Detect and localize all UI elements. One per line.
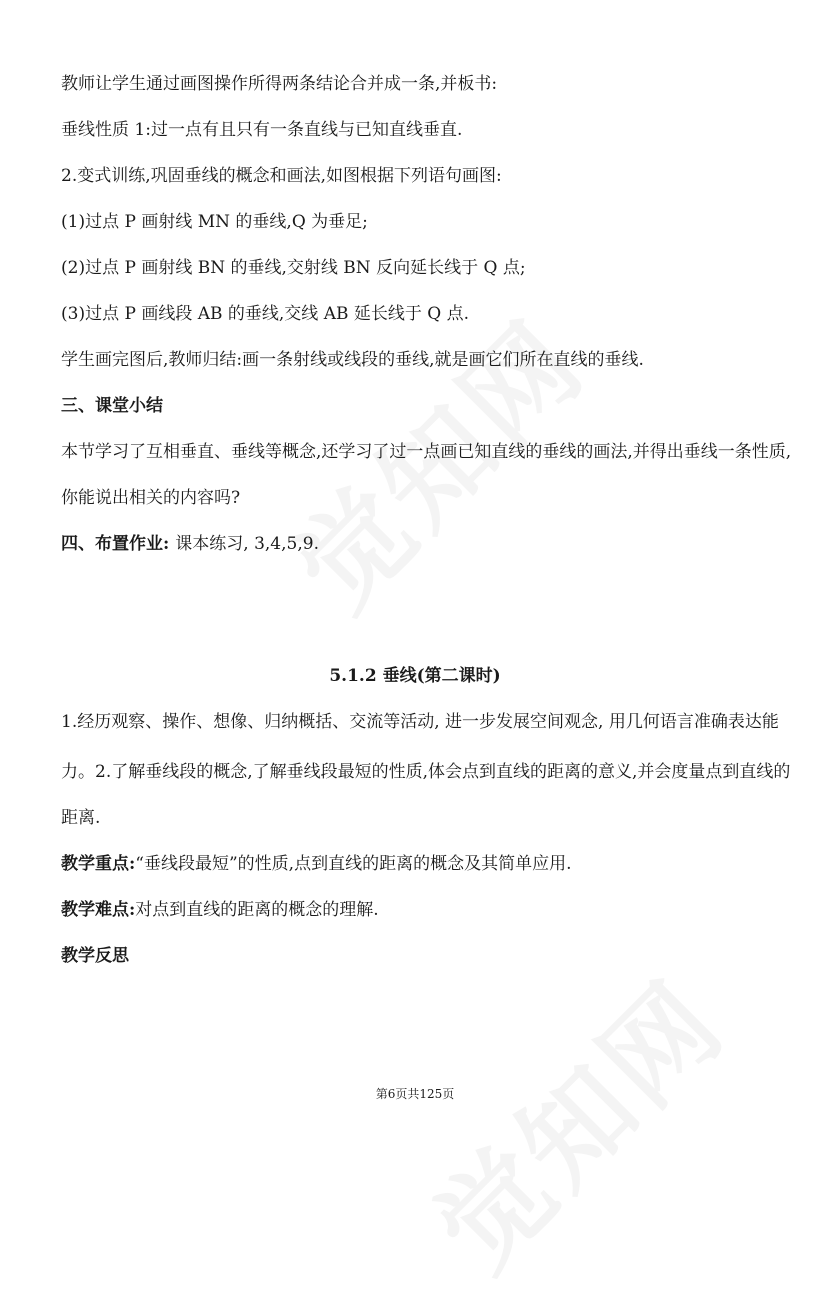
watermark [395,940,753,1298]
difficulty-text: 对点到直线的距离的概念的理解. [135,900,379,920]
reflection-heading: 教学反思 [61,946,129,966]
paragraph: 2.变式训练,巩固垂线的概念和画法,如图根据下列语句画图: [61,166,502,186]
paragraph: 本节学习了互相垂直、垂线等概念,还学习了过一点画已知直线的垂线的画法,并得出垂线一条性质, [61,442,792,462]
paragraph: 力。2.了解垂线段的概念,了解垂线段最短的性质,体会点到直线的距离的意义,并会度量点到直线的 [61,762,791,782]
homework-line [61,532,772,556]
section-title: 5.1.2 垂线(第二课时) [329,666,501,686]
key-point-label: 教学重点: [61,854,136,874]
page-footer: 第6页共125页 [375,1087,455,1101]
paragraph: 学生画完图后,教师归结:画一条射线或线段的垂线,就是画它们所在直线的垂线. [61,350,644,370]
paragraph: 距离. [61,808,101,828]
difficulty-line [61,898,772,922]
paragraph: (3)过点 P 画线段 AB 的垂线,交线 AB 延长线于 Q 点. [61,304,470,324]
difficulty-label: 教学难点: [61,900,136,920]
paragraph: (2)过点 P 画射线 BN 的垂线,交射线 BN 反向延长线于 Q 点; [61,258,526,278]
key-point-text: “垂线段最短”的性质,点到直线的距离的概念及其简单应用. [135,854,572,874]
paragraph: 1.经历观察、操作、想像、归纳概括、交流等活动, 进一步发展空间观念, 用几何语言准确表达能 [61,712,779,732]
key-point-line [61,852,772,876]
paragraph: (1)过点 P 画射线 MN 的垂线,Q 为垂足; [61,212,368,232]
paragraph: 教师让学生通过画图操作所得两条结论合并成一条,并板书: [61,74,498,94]
homework-label: 四、布置作业: [61,534,170,554]
homework-text: 课本练习, 3,4,5,9. [175,534,319,554]
section-heading: 三、课堂小结 [61,396,163,416]
paragraph: 你能说出相关的内容吗? [61,488,241,508]
paragraph: 垂线性质 1:过一点有且只有一条直线与已知直线垂直. [61,120,463,140]
